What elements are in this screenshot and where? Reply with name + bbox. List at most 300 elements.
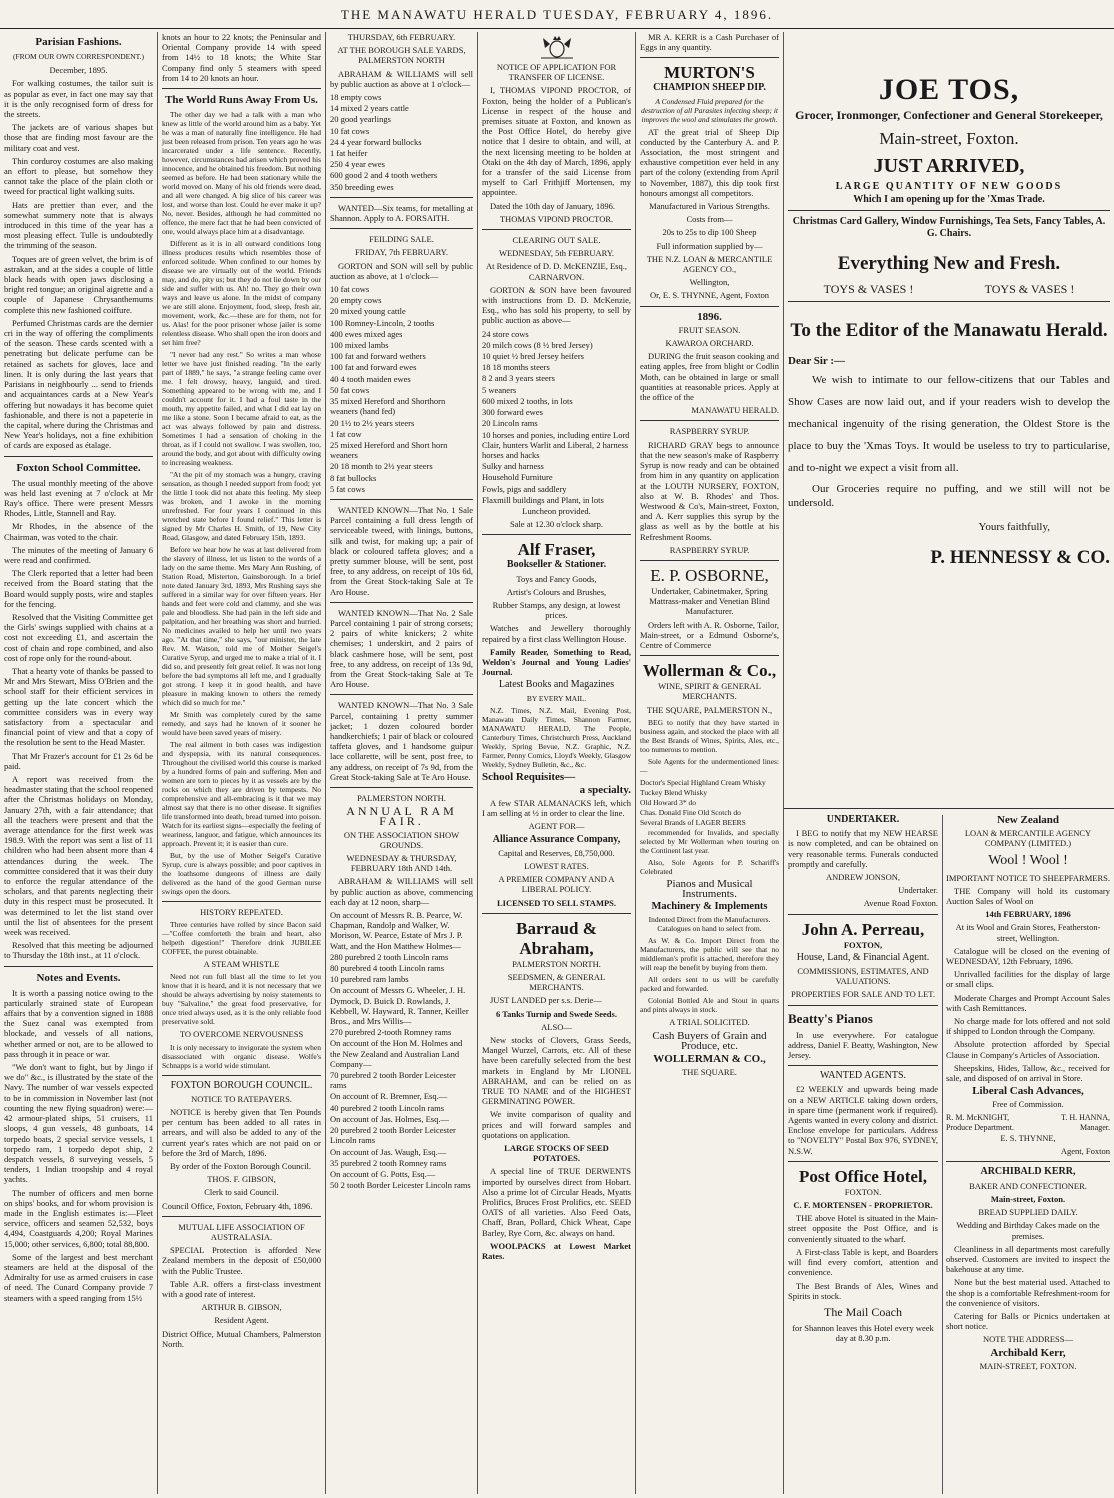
paragraph: The other day we had a talk with a man who knew as little of the world around him as a baby. Yet he was a man of naturally fine intelligence. He had just been released from prison. Ten years ago he was incarcerated under a life sentence. Recently, however, circumstances had arisen which proved his innocence, and he obtained his freedom. But nothing seemed as before. He had been stationary while the world moved on. Many of his old friends were dead, and all were changed. A big slice of his career was lost, and worse than lost. Could he ever make it up? No, never. Besides, although he had committed no offence, the mere fact that he had been convicted of one, would always place him at a disadvantage. bbox=[162, 110, 321, 237]
list-item: 70 purebred 2 tooth Border Leicester rams bbox=[330, 1070, 456, 1091]
divider bbox=[946, 1161, 1110, 1162]
list-item: 5 fat cows bbox=[330, 483, 365, 494]
list-item: 10 quiet ½ bred Jersey heifers bbox=[482, 351, 584, 362]
paragraph: Colonial Bottled Ale and Stout in quarts and pints always in stock. bbox=[640, 996, 779, 1015]
advert-line: TOYS & VASES ! bbox=[984, 282, 1075, 297]
list-item: On account of Messrs R. B. Pearce, W. Chapman, Randolp and Walker, W. Morison, W. Pearce, Estate of Mrs J. P. Watt, and the Hon Matthew Holmes— bbox=[330, 910, 463, 951]
stock-list bbox=[330, 92, 473, 192]
paragraph: WANTED—Six teams, for metalling at Shannon. Apply to A. FORSAITH. bbox=[330, 202, 473, 224]
advert-line: Wellington, bbox=[689, 277, 730, 288]
advert-line: BREAD SUPPLIED DAILY. bbox=[978, 1207, 1078, 1218]
advert-line: Which I am opening up for the 'Xmas Trade. bbox=[853, 194, 1045, 206]
advert-title: Alf Fraser, bbox=[517, 540, 596, 560]
list-item: 35 mixed Hereford and Shorthorn weaners (hand fed) bbox=[330, 396, 446, 417]
note: Sale at 12.30 o'clock sharp. bbox=[509, 519, 604, 530]
advert-tagline: A Condensed Fluid prepared for the destruction of all Parasites infecting sheep; it improves the wool and stimulates the growth. bbox=[640, 96, 779, 124]
list-item: 10 horses and ponies, including entire Lord Clair, hunters Warlit and Liberal, 2 harness horses and hacks bbox=[482, 429, 630, 460]
list-item: 20 purebred 2 tooth Border Leicester Lincoln rams bbox=[330, 1125, 456, 1146]
divider bbox=[482, 229, 631, 230]
paragraph: knots an hour to 22 knots; the Peninsular and Oriental Company provide 14 with speed from 14½ to 18 knots; the White Star Company find only 5 steamers with speed from 14 to 20 knots an hour. bbox=[162, 32, 321, 83]
paragraph: Watches and Jewellery thoroughly repaired by a first class Wellington House. bbox=[482, 623, 631, 644]
signature-role: Undertaker. bbox=[898, 885, 938, 896]
paragraph: Hats are prettier than ever, and the somewhat summery note that is always introduced in this time of the year has a most pleasing effect. Tulle is undoubtedly the trimming of the season. bbox=[4, 199, 153, 251]
divider bbox=[162, 1075, 321, 1076]
paragraph: For walking costumes, the tailor suit is as popular as ever, in fact one may say that it is the only recognised form of dress for the streets. bbox=[4, 78, 153, 120]
signature: THOMAS VIPOND PROCTOR. bbox=[499, 213, 614, 224]
sale-place: At Residence of D. D. McKENZIE, Esq., CARNARVON. bbox=[486, 261, 627, 282]
paragraph: Perfumed Christmas cards are the dernier cri in the way of offering the compliments of the season. These cards scented with a penetrating but delicate perfume can be retained as sachets for gloves, lace and linen. It is only during the last years that Parisians in neighbourly ... send to friends and acquaintances cards at a New Year's offering but nowadays it has become quiet fashionable, and there is not a papeterie in the capital, where during the Christmas and New Year's holidays, not a fine exhibition of cards are exposed as étalage. bbox=[4, 317, 153, 451]
paragraph: New stocks of Clovers, Grass Seeds, Mangel Wurzel, Carrots, etc. All of these have been carefully selected from the best markets in England by Mr LIONEL ABRAHAM, and can be relied on as TRUE TO NAME and of the HIGHEST GERMINATING POWER. bbox=[482, 1035, 631, 1107]
advert-line: MANAWATU HERALD. bbox=[691, 405, 779, 416]
signature: ARTHUR B. GIBSON, bbox=[201, 1302, 282, 1313]
column-4 bbox=[478, 32, 636, 1494]
advert-heading: Alliance Assurance Company, bbox=[492, 833, 621, 845]
paragraph: It is only necessary to invigorate the system when disassociated with organic disease. Wolfe's Schnapps is a world wide stimulant. bbox=[162, 1042, 321, 1070]
notice-title: FOXTON BOROUGH COUNCIL. bbox=[170, 1079, 313, 1091]
ad-stack-left bbox=[784, 815, 942, 1346]
signature-role: Manager. bbox=[1080, 1122, 1110, 1132]
paragraph: None but the best material used. Attached to the shop is a comfortable Refreshment-room for the convenience of visitors. bbox=[946, 1277, 1110, 1308]
paragraph: £2 WEEKLY and upwards being made on a NEW ARTICLE taking down orders, in spare time (permanent work if required). Agents wanted in every colony and district. Enclose envelope for particulars. Address to "NOVELTY" Postal Box 976, SYDNEY, N.S.W. bbox=[788, 1084, 938, 1156]
sale-date: WEDNESDAY, 5th FEBRUARY. bbox=[498, 248, 615, 259]
fair-place: PALMERSTON NORTH. bbox=[357, 793, 446, 803]
paragraph: That Mr Frazer's account for £1 2s 6d be paid. bbox=[4, 750, 153, 771]
list-item: Fowls, pigs and saddlery bbox=[482, 483, 567, 494]
paragraph: I BEG to notify that my NEW HEARSE is now completed, and can be obtained on very reasonable terms. Funerals conducted promptly and carefully. bbox=[788, 828, 938, 869]
list-item: 1 fat heifer bbox=[330, 148, 368, 159]
divider bbox=[788, 301, 1110, 302]
advert-line: for Shannon leaves this Hotel every week day at 8.30 p.m. bbox=[792, 1322, 934, 1344]
divider bbox=[788, 1005, 938, 1006]
paragraph: Also, Sole Agents for P. Schariff's Celebrated bbox=[640, 857, 779, 876]
paragraph: ABRAHAM & WILLIAMS will sell by public auction as above, commencing each day at 12 noon, sharp— bbox=[330, 876, 473, 907]
paragraph: recommended for Invalids, and specially selected by Mr Wollerman when touring on the Continent last year. bbox=[640, 827, 779, 855]
stock-list bbox=[330, 284, 473, 494]
divider bbox=[330, 694, 473, 695]
list-item: On account of R. Bremner, Esq.— bbox=[330, 1091, 448, 1102]
list-item: 24 4 year forward bullocks bbox=[330, 136, 422, 147]
list-item: Chas. Donald Fine Old Scotch do bbox=[640, 807, 741, 817]
notice-title: MUTUAL LIFE ASSOCIATION OF AUSTRALASIA. bbox=[178, 1221, 305, 1243]
signature: E. S. THYNNE, bbox=[1000, 1133, 1056, 1144]
advert-line: SEEDSMEN, & GENERAL MERCHANTS. bbox=[507, 972, 606, 993]
advert-line: THE N.Z. LOAN & MERCANTILE AGENCY CO., bbox=[646, 253, 773, 275]
paragraph: Some of the largest and best merchant steamers are held at the disposal of the Admiralty for use as armed cruisers in case of need. The Cunard Company provide 7 steamers with a speed ranging from 15½ bbox=[4, 1251, 153, 1303]
advert-line: Or, E. S. THYNNE, Agent, Foxton bbox=[650, 290, 769, 301]
toys-row bbox=[788, 282, 1110, 297]
paragraph: Family Reader, Something to Read, Weldon's Journal and Young Ladies' Journal. bbox=[482, 646, 631, 678]
list-item: 5 weaners bbox=[482, 384, 517, 395]
paragraph: DURING the fruit season cooking and eating apples, free from blight or Codlin Moth, can be obtained in large or small quantities at reasonable prices. Apply at the office of the bbox=[640, 351, 780, 403]
advert-line: Main-street, Foxton. bbox=[879, 129, 1019, 148]
paragraph: GORTON and SON will sell by public auction as above, at 1 o'clock— bbox=[330, 260, 473, 281]
article-title: Parisian Fashions. bbox=[35, 36, 122, 48]
article-body bbox=[4, 78, 153, 450]
note: Luncheon provided. bbox=[522, 505, 591, 516]
paragraph: No charge made for lots offered and not sold if shipped to London through the Company. bbox=[946, 1016, 1110, 1037]
advert-line: Christmas Card Gallery, Window Furnishings, Tea Sets, Fancy Tables, A. G. Chairs. bbox=[792, 216, 1106, 240]
signature: R. M. McKNIGHT, bbox=[946, 1112, 1010, 1122]
signature: ANDREW JONSON, bbox=[826, 872, 900, 883]
list-item: Doctor's Special Highland Cream Whisky bbox=[640, 777, 766, 787]
list-item: 20 empty cows bbox=[330, 295, 382, 306]
notice-title: TO OVERCOME NERVOUSNESS bbox=[179, 1029, 304, 1040]
column-3 bbox=[326, 32, 478, 1494]
paragraph: That a hearty vote of thanks be passed to Mr and Mrs Stewart, Miss O'Brien and the school staff for their efficient services in getting up the late concert which the committee considers was in every way satisfactory from a spectacular and financial point of view and that a copy of the resolution be sent to the Head Master. bbox=[4, 665, 153, 748]
product-list bbox=[640, 778, 779, 827]
advert-line: LOWEST RATES. bbox=[524, 860, 589, 871]
paragraph: Moderate Charges and Prompt Account Sales with Cash Remittances. bbox=[946, 992, 1110, 1013]
advert-heading: Wool ! Wool ! bbox=[988, 852, 1068, 868]
letter-close: Yours faithfully, bbox=[978, 520, 1050, 533]
divider bbox=[788, 914, 938, 915]
list-item: 25 mixed Hereford and Short horn weaners bbox=[330, 439, 448, 461]
divider bbox=[640, 420, 779, 421]
signature-row bbox=[946, 1113, 1110, 1133]
notice-title: HISTORY REPEATED. bbox=[200, 907, 283, 918]
advert-line: ALSO— bbox=[541, 1021, 572, 1032]
advert-heading: The Mail Coach bbox=[824, 1304, 902, 1319]
list-item: 8 2 and 3 years steers bbox=[482, 373, 555, 384]
address: District Office, Mutual Chambers, Palmerston North. bbox=[162, 1328, 321, 1349]
paragraph: MR A. KERR is a Cash Purchaser of Eggs in any quantity. bbox=[640, 32, 779, 53]
paragraph: We wish to intimate to our fellow-citizens that our Tables and Show Cases are now laid out, and if your readers wish to develop the mechanical ingenuity of the rising generation, the Oldest Store is the place to buy the 'Xmas Toys. It would be useless to try to particularise, and to-night we expect a visit from all. bbox=[788, 373, 1110, 474]
advert-heading: LARGE STOCKS OF SEED POTATOES. bbox=[504, 1143, 609, 1164]
advert-line: TOYS & VASES ! bbox=[823, 282, 914, 297]
advert-line: Free of Commission. bbox=[992, 1099, 1064, 1110]
advert-line: FOXTON, bbox=[843, 939, 883, 950]
signature-block bbox=[946, 1113, 1014, 1133]
paragraph: N.Z. Times, N.Z. Mail, Evening Post, Manawatu Daily Times, Shannon Farmer, MANAWATU HERALD, The People, Canterbury Times, Christchurch Press, Auckland Weekly, Spring Bevue, N.Z. Graphic, N.Z. Farmer, Penny Comics, Lloyd's Weekly, Glasgow Weekly, Sydney Bulletin, &c., &c. bbox=[482, 705, 631, 769]
divider bbox=[330, 499, 473, 500]
advert-line: KAWAROA ORCHARD. bbox=[665, 338, 754, 349]
ad-stack-right bbox=[942, 815, 1114, 1374]
paragraph: THE Company will hold its customary Auction Sales of Wool on bbox=[946, 885, 1110, 907]
column-2 bbox=[158, 32, 326, 1494]
article-body bbox=[4, 478, 153, 961]
advert-heading: Liberal Cash Advances, bbox=[972, 1085, 1084, 1098]
advert-subtitle: Bookseller & Stationer. bbox=[506, 559, 607, 571]
list-item: 40 purebred 2 tooth Lincoln rams bbox=[330, 1102, 445, 1113]
signature-role: Resident Agent. bbox=[214, 1315, 269, 1326]
list-item: 24 store cows bbox=[482, 328, 529, 339]
list-item: Sulky and harness bbox=[482, 461, 544, 472]
divider bbox=[788, 210, 1110, 211]
article-source: (FROM OUR OWN CORRESPONDENT.) bbox=[12, 52, 145, 61]
paragraph: The jackets are of various shapes but those that are finding most favour are the military coat and vest. bbox=[4, 122, 153, 153]
advert-title: Barraud & Abraham, bbox=[516, 918, 597, 958]
paragraph: The Clerk reported that a letter had been received from the Board stating that the Board would supply posts, wire and staples for the fencing. bbox=[4, 568, 153, 609]
sale-title: CLEARING OUT SALE. bbox=[512, 235, 601, 246]
divider bbox=[330, 228, 473, 229]
paragraph: Cleanliness in all departments most carefully observed. Customers are invited to inspect the bakehouse at any time. bbox=[946, 1243, 1110, 1275]
advert-line: Wedding and Birthday Cakes made on the premises. bbox=[956, 1220, 1100, 1241]
sale-date: THURSDAY, 6th FEBRUARY. bbox=[347, 32, 456, 42]
paragraph: A report was received from the headmaster stating that the school reopened after the Christmas holidays on Monday, January 27th, with a fair attendance; that all the teachers were present and that the average attendance for the first week was 198.9. With the report was sent a list of 11 children who had been absent more than 4 attendances during the week. The committee considered that it was their duty to enforce the regular attendance of the scholars, and that parents neglecting their duty in this respect must be prosecuted. It was determined to let the list stand over until the list of absentees for the present week was received. bbox=[4, 774, 153, 938]
advert-heading: 1896. bbox=[697, 310, 722, 323]
divider bbox=[482, 913, 631, 914]
paragraph: "I never had any rest." So writes a man whose letter we have just finished reading. "In the early part of 1889," he says, "a strange feeling came over me. I felt drowsy, heavy, languid, and tired. Something appeared to be wrong with me, and I couldn't account for it. I had a foul taste in the mouth, my appetite failed, and what I did eat lay on me like a stone. Soon I became afraid to eat, as the act was always followed by pain and distress. Sometimes I had a sensation of choking in the throat, as if I could not swallow. I was swollen, too, around the body, and got about with difficulty owing to increasing weakness. bbox=[162, 350, 321, 468]
letter-salute: Dear Sir :— bbox=[788, 354, 846, 367]
article-date: December, 1895. bbox=[49, 65, 108, 76]
paragraph: A First-class Table is kept, and Boarders will find every comfort, attention and convenience. bbox=[788, 1246, 938, 1278]
paragraph: Need not run full blast all the time to let you know that it is heard, and it is not necessary that we should be always advertising by noisy statements to buy "Salvaline," the great food preservative, for once tried always used, as it is the only reliable food preservative sold. bbox=[162, 972, 321, 1027]
paragraph: Catering for Balls or Picnics undertaken at short notice. bbox=[946, 1310, 1110, 1332]
ram-list bbox=[330, 910, 473, 1190]
list-item: Household Furniture bbox=[482, 472, 553, 483]
list-item: 8 fat bullocks bbox=[330, 472, 377, 483]
divider bbox=[162, 88, 321, 89]
column-1 bbox=[0, 32, 158, 1494]
list-item: 270 purebred 2-tooth Romney rams bbox=[330, 1027, 452, 1038]
royal-crest-icon bbox=[537, 34, 577, 60]
address: MAIN-STREET, FOXTON. bbox=[979, 1360, 1077, 1371]
list-item: 35 purebred 2 tooth Romney rams bbox=[330, 1157, 447, 1168]
paragraph: "At the pit of my stomach was a hungry, craving sensation, as though I needed support from food; yet the little I took did not abate this feeling. My sleep was broken, and I awoke in the morning unrefreshed. For four years I continued in this wretched state before I found relief." This letter is signed by Mr Charles H. Smith, of 19, New City Road, Glasgow, and dated February 15th, 1893. bbox=[162, 470, 321, 543]
paragraph: WANTED KNOWN—That No. 2 Sale Parcel containing 1 pair of strong corsets; 2 pairs of white knickers; 2 white chemises; 1 underskirt, and 2 pairs of black cashmere hose, will be sent, post free, to any address, on receipt of 13s 9d, from the Great Stock-taking Sale at Te Aro House. bbox=[330, 607, 473, 690]
advert-title: Beatty's Pianos bbox=[788, 1010, 873, 1026]
paragraph: The usual monthly meeting of the above was held last evening at 7 o'clock at Mr Ray's office. There were present Messrs Rhodes, Little, Stannell and Ray. bbox=[4, 477, 153, 519]
divider bbox=[640, 655, 779, 656]
advert-heading: WANTED AGENTS. bbox=[819, 1070, 907, 1082]
advert-line: LICENSED TO SELL STAMPS. bbox=[496, 897, 617, 908]
list-item: 600 good 2 and 4 tooth wethers bbox=[330, 170, 438, 181]
paragraph: A few STAR ALMANACKS left, which I am selling at ½ in order to clear the line. bbox=[482, 797, 631, 819]
paragraph: Sole Agents for the undermentioned lines:— bbox=[640, 756, 779, 775]
advert-line: House, Land, & Financial Agent. bbox=[796, 951, 930, 963]
list-item: On account of Jas. Holmes, Esq.— bbox=[330, 1113, 449, 1124]
list-item: 20 1½ to 2½ years steers bbox=[330, 417, 415, 428]
signature-role: Agent, Foxton bbox=[1060, 1146, 1110, 1157]
advert-line: BAKER AND CONFECTIONER. bbox=[969, 1180, 1087, 1191]
list-item: On account of the Hon M. Holmes and the New Zealand and Australian Land Company— bbox=[330, 1038, 463, 1069]
paragraph: As W. & Co. Import Direct from the Manufacturers, the public will see that no middleman's profit is attached, therefore they will reap the benefit by buying from them. bbox=[640, 936, 779, 973]
paragraph: The real ailment in both cases was indigestion and dyspepsia, with its natural consequences. Throughout the civilised world this course is marked by a hundred forms of pain and suffering. Men and women are torn to pieces by it as vessels are by the rocks on which they are driven by tempests. No comprehensive and all-embracing is it that we may almost say that there is no other disease. It signifies life transformed into death, bread turned into poison. Watch for its earliest signs—especially the feeling of weariness, languor, and fatigue, which announces its approach. Prevent it; it is easier than cure. bbox=[162, 740, 321, 849]
list-item: 100 fat and forward wethers bbox=[330, 351, 426, 362]
advert-line: AGENT FOR— bbox=[528, 821, 585, 832]
advert-line: FOXTON. bbox=[844, 1186, 882, 1197]
paragraph: The number of officers and men borne on ships' books, and for whom provision is made in the English estimates is:—Fleet service, officers and seamen 52,532, boys 4,494, Coastguards 4,200; Royal Marines 15,000; other services, 6,800; total 88,800. bbox=[4, 1187, 153, 1249]
advert-line: 20s to 25s to dip 100 Sheep bbox=[662, 227, 757, 238]
advert-heading: Machinery & Implements bbox=[651, 901, 768, 913]
article-body bbox=[162, 110, 321, 896]
divider bbox=[330, 197, 473, 198]
list-item: 600 mixed 2 tooths, in lots bbox=[482, 395, 573, 406]
paragraph: The minutes of the meeting of January 6 were read and confirmed. bbox=[4, 544, 153, 565]
fair-title: ANNUAL RAM FAIR. bbox=[346, 804, 457, 829]
sale-date: FRIDAY, 7th FEBRUARY. bbox=[355, 247, 448, 258]
advert-line: COMMISSIONS, ESTIMATES, AND VALUATIONS. bbox=[797, 966, 929, 987]
list-item: 14 mixed 2 years cattle bbox=[330, 103, 409, 114]
advert-heading: Cash Buyers of Grain and Produce, etc. bbox=[652, 1029, 767, 1052]
advert-line: Manufactured in Various Strengths. bbox=[649, 201, 770, 212]
paragraph: JUST LANDED per s.s. Derie— bbox=[490, 995, 602, 1006]
paragraph: A special line of TRUE DERWENTS imported by ourselves direct from Hobart. Also a prime lot of Circular Heads, Myatts Prolifics, Bruces Frost Prolifics, etc. SEED OATS of all varieties. Also Feed Oats, Chaff, Bran, Pollard, Chick Wheat, Cape Barley, Rye Corn, &c. always on hand. bbox=[482, 1166, 631, 1238]
paragraph: The Best Brands of Ales, Wines and Spirits in stock. bbox=[788, 1280, 938, 1301]
signature: T. H. HANNA, bbox=[1061, 1112, 1110, 1122]
divider bbox=[482, 534, 631, 535]
paragraph: Different as it is in all outward conditions long illness produces results which resembles those of enforced solitude. When confined to our homes by disease we are virtually out of the world. Friends may, and do, pity us; but they do not lie down by our side and suffer with us. Ah! no. They go their own ways and leave us alone. In the midst of company we are still alone. Enjoyment, food, sleep, fresh air, movement, work, &c.—these are for them, not for us. Alas! for the poor prisoner whose jailer is some relentless disease. Who shall open the iron doors and set him free? bbox=[162, 239, 321, 348]
list-item: 50 fat cows bbox=[330, 384, 370, 395]
divider bbox=[4, 966, 153, 967]
paragraph: Three centuries have rolled by since Bacon said—"Coffee comforteth the brain and heart, also helpeth digestion!" Therefore drink JUBILEE COFFEE, the purest obtainable. bbox=[162, 920, 321, 957]
advert-title: E. P. OSBORNE, bbox=[650, 565, 769, 585]
letter-signature: P. HENNESSY & CO. bbox=[930, 547, 1110, 569]
advert-heading: a specialty. bbox=[579, 783, 631, 796]
paragraph: "We don't want to fight, but by Jingo if we do" &c., is illustrated by the state of the Navy. The number of war vessels expected to be in commission in November last (not counting the new flying squadron) were:—42 armour-plated ships, 51 cruisers, 11 sloops, 4 gun vessels, 48 gunboats, 14 torpedo boats, 2 special service vessels, 1 torpedo ram, 1 torpedo depot ship, 2 despatch vessels, 8 surveying vessels, 5 tenders, 1 Indian troopship and 4 royal yachts. bbox=[4, 1062, 153, 1185]
paragraph: We invite comparison of quality and prices and will forward samples and quotations on application. bbox=[482, 1109, 631, 1140]
paragraph: AT the great trial of Sheep Dip conducted by the Canterbury A. and P. Association, the most stringent and exhaustive competition ever held in any part of the colony (extending from April to November, 1887), this dip took first honours amongst all competitors. bbox=[640, 126, 779, 198]
advert-line: PROPERTIES FOR SALE AND TO LET. bbox=[790, 989, 935, 1000]
paragraph: Orders left with A. R. Osborne, Tailor, Main-street, or a Edmund Osborne's, Centre of Commerce bbox=[640, 619, 779, 650]
sale-place: AT THE BOROUGH SALE YARDS, PALMERSTON NORTH bbox=[337, 45, 466, 66]
notice-subtitle: NOTICE TO RATEPAYERS. bbox=[191, 1093, 292, 1104]
advert-title: MURTON'S bbox=[664, 63, 755, 83]
paragraph: I, THOMAS VIPOND PROCTOR, of Foxton, being the holder of a Publican's License in respect of the house and premises situate at Foxton, and known as the Post Office Hotel, do hereby give notice that I desire to obtain, and will, at the next licensing meeting to be holden at Otaki on the 4th day of March, 1896, apply for a transfer of the said License from myself to Carl Frithjiff Mortensen, my appointee. bbox=[482, 85, 631, 198]
paragraph: THE above Hotel is situated in the Main-street opposite the Post Office, and is conveniently situated to the wharf. bbox=[788, 1213, 938, 1244]
column-5 bbox=[636, 32, 784, 1494]
advert-line: THE SQUARE, PALMERSTON N., bbox=[646, 704, 773, 715]
advert-line: Full information supplied by— bbox=[656, 240, 763, 251]
list-item: 100 mixed lambs bbox=[330, 340, 389, 351]
paragraph: GORTON & SON have been favoured with instructions from D. D. McKenzie, Esq., who has sold his property, to sell by public auction as above— bbox=[482, 284, 631, 326]
advert-line: Costs from— bbox=[686, 214, 733, 225]
paragraph: Our Groceries require no puffing, and we still will not be undersold. bbox=[788, 482, 1110, 509]
advert-heading: 6 Tanks Turnip and Swede Seeds. bbox=[496, 1008, 617, 1019]
divider bbox=[640, 57, 779, 58]
advert-title: New Zealand bbox=[996, 814, 1060, 826]
advert-line: C. F. MORTENSEN - PROPRIETOR. bbox=[793, 1200, 933, 1211]
advert-subtitle: CHAMPION SHEEP DIP. bbox=[653, 82, 766, 94]
address: Council Office, Foxton, February 4th, 1896. bbox=[162, 1200, 313, 1211]
letter-title: To the Editor of the Manawatu Herald. bbox=[790, 319, 1108, 341]
divider bbox=[640, 560, 779, 561]
advert-line: At its Wool and Grain Stores, Featherston-street, Wellington. bbox=[955, 922, 1101, 943]
paragraph: Before we hear how he was at last delivered from the slavery of illness, let us listen to the words of a lady on the same theme. Mrs Mary Ann Rushing, of Station Road, Misterton, Gainsborough. In a brief note dated January 3rd, 1893, Mrs Rushing says she suffered in a similar way for over fifteen years. Her hands and feet were cold and clammy, and she was pale and bloodless. She had pain in the left side and palpitation, and her breathing was short and hurried. No medicines availed to help her until two years ago. "At that time," she says, "our minister, the late Rev. M. Watson, told me of Mother Seigel's Curative Syrup, and urged me to make a trial of it. I did so, and presently felt great relief. It was not long before the bad symptoms all left me, and I gradually got strong. I keep it in good health, and have pleasure in making known to others the remedy which did so much for me." bbox=[162, 545, 321, 708]
paragraph: SPECIAL Protection is afforded New Zealand members in the deposit of £50,000 with the Public Trustee. bbox=[162, 1245, 321, 1276]
paragraph: But, by the use of Mother Seigel's Curative Syrup, cure is always possible; and poor captives in the loathsome dungeons of illness are daily delivered as the hand of the good German nurse swings open the doors. bbox=[162, 851, 321, 897]
advert-line: RASPBERRY SYRUP. bbox=[669, 544, 750, 555]
advert-line: BY EVERY MAIL. bbox=[526, 693, 587, 703]
notice-title: NOTICE OF APPLICATION FOR TRANSFER OF LICENSE. bbox=[496, 62, 617, 83]
list-item: 350 breeding ewes bbox=[330, 181, 394, 192]
list-item: 250 4 year ewes bbox=[330, 159, 385, 170]
advert-heading: WOLLERMAN & CO., bbox=[653, 1052, 766, 1065]
list-item: 10 fat cows bbox=[330, 125, 370, 136]
advert-line: Main-street, Foxton. bbox=[990, 1193, 1066, 1204]
paragraph: In use everywhere. For catalogue address, Daniel F. Beatty, Washington, New Jersey. bbox=[788, 1029, 938, 1061]
list-item: 1 fat cow bbox=[330, 428, 362, 439]
list-item: 20 good yearlings bbox=[330, 114, 391, 125]
signature: THOS. F. GIBSON, bbox=[207, 1174, 276, 1185]
list-item: On account of Messrs G. Wheeler, J. H. Dymock, D. Buick D. Rowlands, J. Kebbell, W. Hayward, R. Tanner, Keiller Bros., and Mrs Willis— bbox=[330, 985, 469, 1027]
advert-line: LOAN & MERCANTILE AGENCY COMPANY (LIMITED.) bbox=[964, 828, 1092, 849]
signature-role: Produce Department. bbox=[946, 1122, 1014, 1132]
advert-heading: Pianos and Musical Instruments. bbox=[666, 877, 753, 900]
advert-line: Toys and Fancy Goods, bbox=[516, 573, 597, 584]
advert-heading: School Requisites— bbox=[482, 770, 576, 783]
advert-heading: UNDERTAKER. bbox=[826, 814, 900, 825]
fair-dates: WEDNESDAY & THURSDAY, FEBRUARY 18th AND 14th. bbox=[346, 853, 457, 874]
list-item: Old Howard 3* do bbox=[640, 797, 697, 807]
paragraph: Thin corduroy costumes are also making an effort to please, but somehow they cannot take the place of the plain cloth or tweed for practical light walking suits. bbox=[4, 155, 153, 197]
advert-line: THE SQUARE. bbox=[682, 1067, 737, 1078]
advert-line: Indented Direct from the Manufacturers. Catalogues on hand to select from. bbox=[648, 915, 771, 934]
divider bbox=[4, 456, 153, 457]
advert-line: PALMERSTON NORTH. bbox=[512, 958, 601, 969]
sale-title: FEILDING SALE. bbox=[369, 234, 434, 245]
advert-line: FRUIT SEASON. bbox=[678, 324, 741, 335]
divider bbox=[162, 1216, 321, 1217]
list-item: 80 purebred 4 tooth Lincoln rams bbox=[330, 963, 445, 974]
signature-block bbox=[1061, 1113, 1110, 1133]
advert-title: JOE TOS, bbox=[878, 73, 1020, 106]
paragraph: It is worth a passing notice owing to the particularly strained state of European affairs that by a convention signed in 1888 the Suez canal was exempted from blockade, and vessels of all nations, whether armed or not, are to be allowed to pass through it in peace or war. bbox=[4, 987, 153, 1059]
advert-line: Latest Books and Magazines bbox=[498, 679, 615, 691]
paragraph: Unrivalled facilities for the display of large or small clips. bbox=[946, 969, 1110, 990]
list-item: 20 milch cows (8 ½ bred Jersey) bbox=[482, 339, 593, 350]
divider bbox=[330, 787, 473, 788]
list-item: On account of G. Potts, Esq.— bbox=[330, 1168, 436, 1179]
paragraph: WANTED KNOWN—That No. 3 Sale Parcel, containing 1 pretty summer jacket; 1 dozen coloured border handkerchiefs; 1 pair of black or coloured taffeta gloves, and 1 handsome guipur lace collarette, will be sent, post free, to any address, on receipt of 7s 9d, from the Great Stock-taking Sale at Te Aro House. bbox=[330, 700, 473, 782]
advert-subtitle: Grocer, Ironmonger, Confectioner and General Storekeeper, bbox=[795, 108, 1103, 122]
list-item: Tuckey Blend Whisky bbox=[640, 787, 708, 797]
list-item: 100 Romney-Lincoln, 2 tooths bbox=[330, 317, 435, 328]
list-item: On account of Jas. Waugh, Esq.— bbox=[330, 1146, 447, 1157]
paragraph: WOOLPACKS at Lowest Market Rates. bbox=[482, 1240, 631, 1262]
advert-line: Capital and Reserves, £8,750,000. bbox=[498, 847, 615, 858]
paragraph: Toques are of green velvet, the brim is of astrakan, and at the sides a couple of little black heads with open jaws disclosing a bright red tongue; an original aigrette and a couple of Japanese Chrysanthemums complete this new fashioned coiffure. bbox=[4, 253, 153, 315]
address: Avenue Road Foxton. bbox=[863, 898, 938, 909]
paragraph: BEG to notify that they have started in business again, and stocked the place with all the Best Brands of Wines, Spirits, Ales, etc., too numerous to mention. bbox=[640, 717, 779, 754]
advert-title: Post Office Hotel, bbox=[799, 1166, 927, 1186]
paragraph: WANTED KNOWN—That No. 1 Sale Parcel containing a full dress length of serviceable tweed, with linings, buttons, silk and twist, for making up; a pair of black or coloured taffeta gloves; and a pretty summer blouse, will be sent, post free, to any address, on receipt of 10s 6d, from the Great Stock-taking Sale at Te Aro House. bbox=[330, 504, 473, 597]
advert-title: ARCHIBALD KERR, bbox=[980, 1166, 1076, 1178]
advert-line: IMPORTANT NOTICE TO SHEEPFARMERS. bbox=[946, 872, 1110, 883]
paragraph: ABRAHAM & WILLIAMS will sell by public auction as above at 1 o'clock— bbox=[330, 68, 473, 89]
paragraph: Dated the 10th day of January, 1896. bbox=[490, 200, 616, 211]
list-item: 20 Lincoln rams bbox=[482, 418, 538, 429]
article-title: Foxton School Committee. bbox=[16, 461, 141, 474]
advert-heading: Everything New and Fresh. bbox=[837, 253, 1061, 275]
list-item: 50 2 tooth Border Leicester Lincoln rams bbox=[330, 1180, 471, 1191]
paragraph: Resolved that this meeting be adjourned to Thursday the 18th inst., at 11 o'clock. bbox=[4, 940, 153, 961]
paragraph: Catalogue will be closed on the evening of WEDNESDAY, 12th February, 1896. bbox=[946, 945, 1110, 967]
list-item: 100 fat and forward ewes bbox=[330, 362, 417, 373]
list-item: 18 18 months steers bbox=[482, 362, 550, 373]
advert-heading: RASPBERRY SYRUP. bbox=[669, 426, 750, 437]
article-title: The World Runs Away From Us. bbox=[165, 94, 318, 107]
list-item: 400 ewes mixed ages bbox=[330, 328, 403, 339]
paragraph: NOTICE is hereby given that Ten Pounds per centum has been added to all rates in arrears, and will also be added to any of the current year's rates which are not paid on or before the 3rd of March, 1896. bbox=[162, 1107, 321, 1158]
fair-grounds: ON THE ASSOCIATION SHOW GROUNDS. bbox=[343, 829, 460, 850]
column-6-left bbox=[784, 815, 943, 1494]
list-item: Several Brands of LAGER BEERS bbox=[640, 817, 746, 827]
signature-role: Clerk to said Council. bbox=[204, 1187, 279, 1198]
advert-line: NOTE THE ADDRESS— bbox=[982, 1334, 1074, 1345]
notice-title: A STEAM WHISTLE bbox=[203, 959, 280, 970]
advert-line: Rubber Stamps, any design, at lowest prices. bbox=[492, 599, 621, 621]
list-item: 18 empty cows bbox=[330, 92, 382, 103]
article-body bbox=[4, 988, 153, 1303]
paragraph: Resolved that the Visiting Committee get the Girls' swings supplied with chains at a cost not exceeding £1, and ascertain the cost of chain and rope combined, and also cost of rope only for the round-about. bbox=[4, 611, 153, 663]
article-title: Notes and Events. bbox=[36, 971, 121, 984]
list-item: 10 purebred ram lambs bbox=[330, 974, 409, 985]
list-item: 40 4 tooth maiden ewes bbox=[330, 373, 411, 384]
masthead: THE MANAWATU HERALD TUESDAY, FEBRUARY 4, 1896. bbox=[0, 0, 1114, 29]
paragraph: By order of the Foxton Borough Council. bbox=[170, 1161, 311, 1172]
divider bbox=[640, 306, 779, 307]
